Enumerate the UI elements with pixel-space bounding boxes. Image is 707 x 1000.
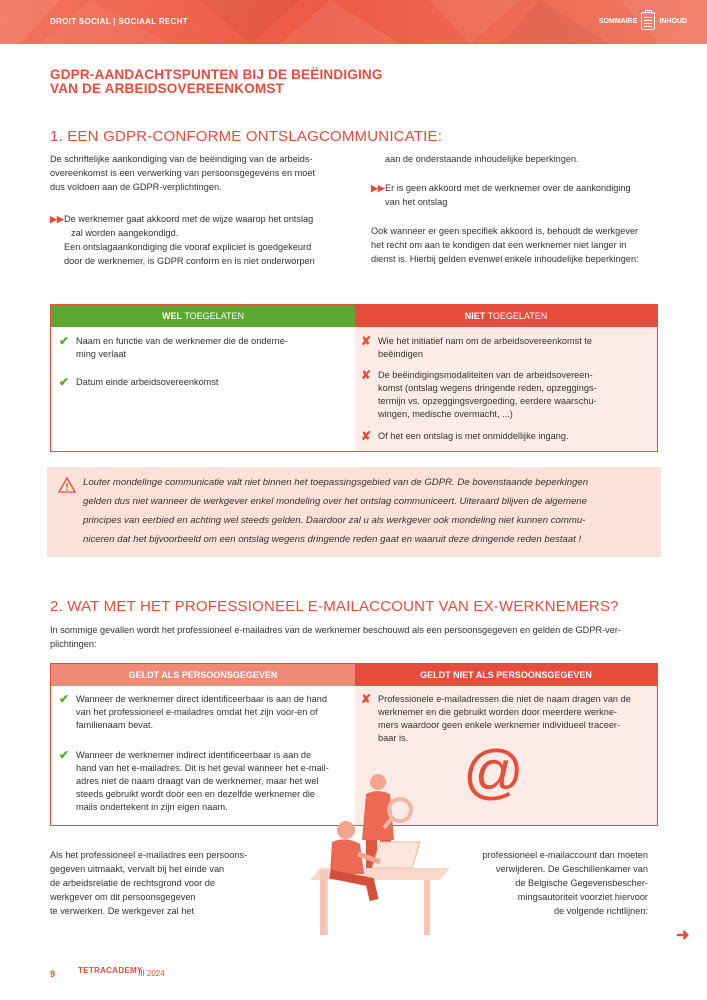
warning-icon — [58, 477, 76, 493]
checkmark-icon: ✔ — [59, 748, 70, 762]
breadcrumb[interactable]: DROIT SOCIAL | SOCIAAL RECHT — [50, 17, 188, 26]
text-line: de volgende richtlijnen: — [554, 906, 648, 916]
list-item — [59, 335, 349, 361]
at-sign-icon: @ — [463, 738, 524, 805]
text-line: De schriftelijke aankondiging van de beëindiging van de arbeids- — [50, 154, 313, 164]
text-line: van het ontslag — [385, 197, 448, 207]
text-line: steeds gebruikt wordt door een en dezelfde werknemer die — [76, 789, 316, 799]
nav-sommaire-label[interactable]: SOMMAIRE — [598, 17, 638, 25]
bottom-left-paragraph — [50, 848, 290, 918]
text-line: Wie het initiatief nam om de arbeidsovereenkomst te — [378, 336, 592, 346]
text-line: Ook wanneer er geen specifiek akkoord is, behoudt de werkgever — [371, 226, 639, 236]
text-line: ming verlaat — [76, 349, 127, 359]
text-line: verwijderen. De Geschillenkamer van — [495, 864, 648, 874]
text-line: plichtingen: — [50, 639, 97, 649]
text-line: Professionele e-mailadressen die niet de naam dragen van de — [378, 694, 631, 704]
not-allowed-column — [355, 305, 657, 451]
text-line: de arbeidsrelatie de rechtsgrond voor de — [50, 878, 215, 888]
text-line: het recht om aan te kondigen dat een werknemer niet langer in — [371, 240, 627, 250]
header-bold: NIET — [464, 311, 486, 321]
cross-icon: ✘ — [361, 334, 372, 348]
clipboard-icon[interactable] — [641, 12, 655, 30]
text-line: de Belgische Gegevensbescher- — [515, 878, 648, 888]
header-bold: WEL — [161, 311, 182, 321]
text-line: komst (ontslag wegens dringende reden, opzeggings- — [378, 383, 597, 393]
page-number: 9 — [50, 969, 56, 979]
page-title-line-2: VAN DE ARBEIDSOVEREENKOMST — [50, 81, 284, 96]
text-line: Datum einde arbeidsovereenkomst — [76, 377, 219, 387]
right-column-paragraph — [371, 224, 671, 266]
text-line: beëindigen — [378, 349, 423, 359]
section-2-heading: 2. WAT MET HET PROFESSIONEEL E-MAILACCOUNT VAN EX-WERKNEMERS? — [50, 598, 619, 615]
text-line: Of het een ontslag is met onmiddellijke ingang. — [378, 431, 569, 441]
checkmark-icon: ✔ — [59, 334, 70, 348]
cross-icon: ✘ — [361, 429, 372, 443]
text-line: In sommige gevallen wordt het professioneel e-mailadres van de werknemer beschouwd als een persoonsgegeven en gelden de GDPR-ver- — [50, 625, 621, 635]
text-line: dienst is. Hierbij gelden evenwel enkele inhoudelijke beperkingen: — [371, 254, 639, 264]
text-line: werknemer en die gebruikt worden door meerdere werkne- — [378, 707, 617, 717]
section-1-heading: 1. EEN GDPR-CONFORME ONTSLAGCOMMUNICATIE: — [50, 128, 443, 145]
cross-icon: ✘ — [361, 692, 372, 706]
bullet-agreement-continued — [64, 240, 354, 268]
text-line: baar is. — [378, 733, 409, 743]
double-arrow-icon: ▶▶ — [50, 214, 64, 224]
text-line: familienaam bevat. — [76, 720, 154, 730]
text-line: Als het professioneel e-mailadres een persoons- — [50, 850, 248, 860]
text-line: werkgever om dit persoonsgegeven — [50, 892, 196, 902]
text-line: principes van eerbied en achting wel steeds gelden. Daardoor zal u als werkgever ook mondeling niet kunnen commu- — [83, 515, 586, 526]
text-line: termijn vs. opzeggingsvergoeding, eerdere waarschu- — [378, 396, 597, 406]
allowed-info-table — [50, 304, 658, 452]
issue-date: III 2024 — [138, 969, 165, 978]
not-personal-data-header: GELDT NIET ALS PERSOONSGEGEVEN — [355, 664, 657, 686]
text-line: dus voldoen aan de GDPR-verplichtingen. — [50, 182, 222, 192]
personal-data-header: GELDT ALS PERSOONSGEGEVEN — [51, 664, 355, 686]
text-line: De werknemer gaat akkoord met de wijze waarop het ontslag — [64, 214, 314, 224]
page-title — [50, 68, 470, 96]
section-2-intro — [50, 623, 670, 651]
text-line: adres niet de naam draagt van de werknemer, maar het wel — [76, 776, 319, 786]
list-item — [361, 430, 653, 443]
text-line: gegeven uitmaakt, vervalt bij het einde van — [50, 864, 225, 874]
bullet-no-agreement — [371, 181, 671, 209]
section-1-intro — [50, 152, 350, 194]
text-line: wingen, medische overmacht, ...) — [378, 409, 513, 419]
header-rest: TOEGELATEN — [181, 311, 245, 321]
text-line: hand van het e-mailadres. Dit is het geval wanneer het e-mail- — [76, 763, 329, 773]
bottom-right-paragraph — [440, 848, 670, 918]
text-line: Wanneer de werknemer direct identificeerbaar is aan de hand — [76, 694, 327, 704]
text-line: niceren dat het bijvoorbeeld om een ontslag wegens dringende reden gaat en waaruit deze dringende reden bestaat ! — [83, 534, 582, 545]
text-line: van het professioneel e-mailadres omdat het zijn voor-en of — [76, 707, 318, 717]
allowed-column — [51, 305, 355, 451]
list-item — [361, 369, 653, 421]
double-arrow-icon: ▶▶ — [371, 183, 385, 193]
next-page-arrow-icon[interactable]: ➜ — [676, 927, 690, 944]
text-line: professioneel e-mailaccount dan moeten — [482, 850, 648, 860]
text-line: overeenkomst is een verwerking van persoonsgegevens en moet — [50, 168, 316, 178]
warning-note — [47, 467, 661, 557]
page-header — [0, 0, 707, 44]
text-line: mers waardoor geen enkele werknemer individueel traceer- — [378, 720, 621, 730]
tetracademy-logo: TETRACADEMY — [78, 966, 143, 975]
text-line: zal worden aangekondigd. — [71, 228, 179, 238]
text-line: Wanneer de werknemer indirect identificeerbaar is aan de — [76, 750, 312, 760]
list-item — [361, 335, 653, 361]
checkmark-icon: ✔ — [59, 692, 70, 706]
text-line: mails ondertekent in zijn eigen naam. — [76, 802, 228, 812]
nav-inhoud-label[interactable]: INHOUD — [659, 17, 687, 25]
text-line: mingsautoriteit voorziet hiervoor — [517, 892, 648, 902]
warning-text — [83, 473, 653, 549]
cross-icon: ✘ — [361, 368, 372, 382]
text-line: door de werknemer, is GDPR conform en is niet onderworpen — [64, 256, 315, 266]
not-allowed-header — [355, 305, 657, 327]
text-line: te verwerken. De werkgever zal het — [50, 906, 194, 916]
right-column-continuation: aan de onderstaande inhoudelijke beperkingen. — [385, 154, 579, 164]
text-line: Louter mondelinge communicatie valt niet binnen het toepassingsgebied van de GDPR. De bovenstaande beperkingen — [83, 477, 589, 488]
header-rest: TOEGELATEN — [485, 311, 548, 321]
text-line: Een ontslagaankondiging die vooraf expliciet is goedgekeurd — [64, 242, 312, 252]
table-of-contents-link[interactable] — [599, 12, 687, 30]
text-line: De beëindigingsmodaliteiten van de arbeidsovereen- — [378, 370, 593, 380]
list-item — [59, 693, 351, 732]
allowed-header — [51, 305, 355, 327]
text-line: Er is geen akkoord met de werknemer over de aankondiging — [385, 183, 631, 193]
text-line: Naam en functie van de werknemer die de onderne- — [76, 336, 288, 346]
bullet-agreement — [50, 212, 350, 240]
list-item — [59, 376, 349, 389]
checkmark-icon: ✔ — [59, 375, 70, 389]
text-line: gelden dus niet wanneer de werkgever enkel mondeling over het ontslag communiceert. Uiteraard blijven de algemene — [83, 496, 587, 507]
page-title-line-1: GDPR-AANDACHTSPUNTEN BIJ DE BEËINDIGING — [50, 67, 383, 82]
